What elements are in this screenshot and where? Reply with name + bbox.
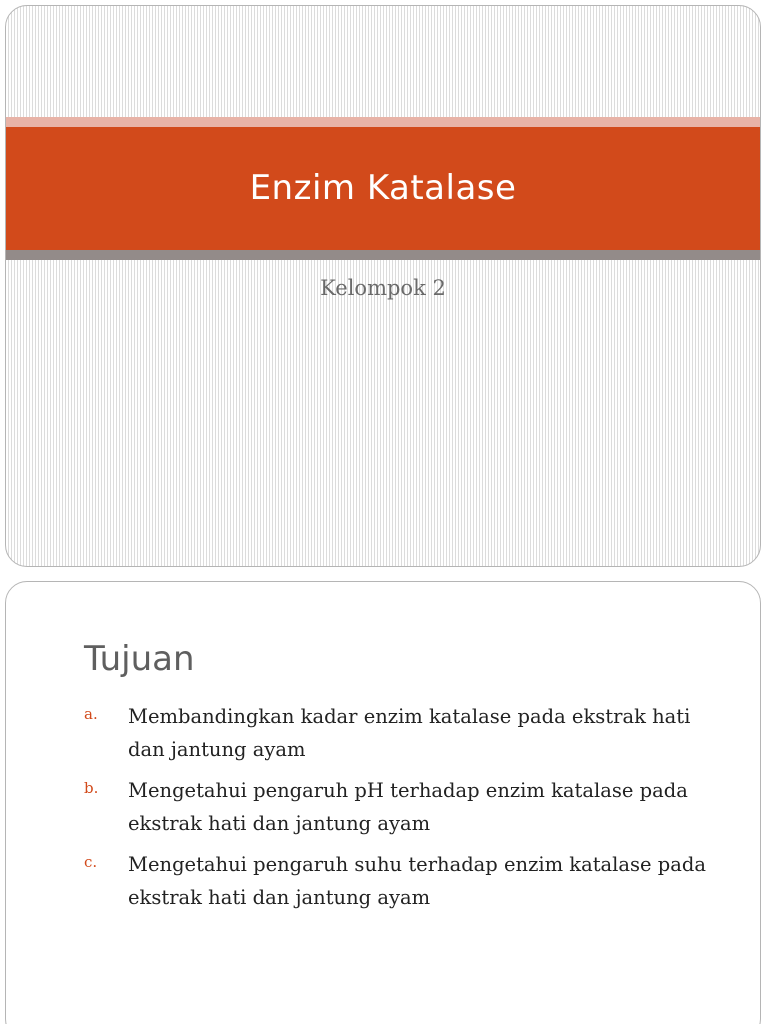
list-item-text: Membandingkan kadar enzim katalase pada ekstrak hati dan jantung ayam <box>128 705 691 761</box>
list-item <box>84 774 724 840</box>
list-item <box>84 700 724 766</box>
objectives-heading: Tujuan <box>84 639 195 679</box>
title-band-bottom-stripe <box>6 250 760 260</box>
list-item <box>84 848 724 914</box>
list-marker: b. <box>84 779 99 797</box>
slide-subtitle: Kelompok 2 <box>320 276 446 300</box>
slide-title: Enzim Katalase <box>249 167 517 208</box>
title-band-top-stripe <box>6 117 760 127</box>
list-marker: c. <box>84 853 98 871</box>
objectives-slide <box>5 581 761 1024</box>
list-item-text: Mengetahui pengaruh pH terhadap enzim katalase pada ekstrak hati dan jantung ayam <box>128 779 688 835</box>
title-band <box>6 127 760 250</box>
list-item-text: Mengetahui pengaruh suhu terhadap enzim katalase pada ekstrak hati dan jantung ayam <box>128 853 707 909</box>
title-slide <box>5 5 761 567</box>
objectives-list <box>84 700 724 922</box>
list-marker: a. <box>84 705 98 723</box>
